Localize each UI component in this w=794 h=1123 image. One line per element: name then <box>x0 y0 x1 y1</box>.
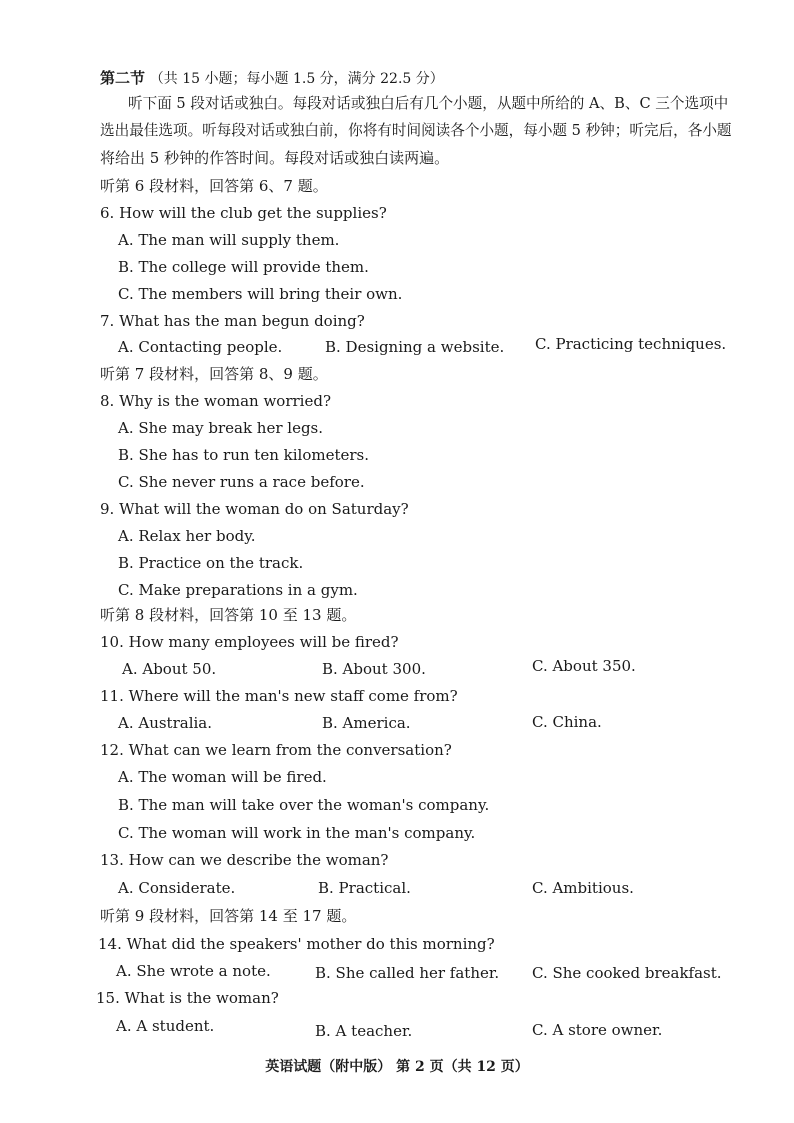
question-9: 9. What will the woman do on Saturday? <box>100 500 409 518</box>
q14-option-b: B. She called her father. <box>315 964 500 982</box>
question-7: 7. What has the man begun doing? <box>100 312 365 330</box>
q6-option-b: B. The college will provide them. <box>118 258 369 276</box>
material-8-heading: 听第 8 段材料，回答第 10 至 13 题。 <box>100 606 357 624</box>
material-7-heading: 听第 7 段材料，回答第 8、9 题。 <box>100 365 328 383</box>
q12-option-c: C. The woman will work in the man's company. <box>118 824 476 842</box>
instruction-line-1: 听下面 5 段对话或独白。每段对话或独白后有几个小题，从题中所给的 A、B、C 三个选项中 <box>128 95 729 112</box>
q13-option-b: B. Practical. <box>318 879 411 897</box>
q10-option-b: B. About 300. <box>322 660 426 678</box>
question-8: 8. Why is the woman worried? <box>100 392 331 410</box>
q15-option-a: A. A student. <box>116 1017 215 1035</box>
q10-option-c: C. About 350. <box>532 657 636 675</box>
section-title: 第二节 <box>100 69 146 87</box>
question-14: 14. What did the speakers' mother do this morning? <box>98 935 495 953</box>
q14-option-c: C. She cooked breakfast. <box>532 964 722 982</box>
q13-option-c: C. Ambitious. <box>532 879 634 897</box>
question-15: 15. What is the woman? <box>96 989 279 1007</box>
q7-option-c: C. Practicing techniques. <box>535 335 727 353</box>
question-13: 13. How can we describe the woman? <box>100 851 389 869</box>
question-12: 12. What can we learn from the conversation? <box>100 741 452 759</box>
q9-option-c: C. Make preparations in a gym. <box>118 581 358 599</box>
q11-option-b: B. America. <box>322 714 411 732</box>
q9-option-a: A. Relax her body. <box>118 527 256 545</box>
q9-option-b: B. Practice on the track. <box>118 554 304 572</box>
q7-option-a: A. Contacting people. <box>118 338 283 356</box>
q15-option-b: B. A teacher. <box>315 1022 413 1040</box>
q6-option-c: C. The members will bring their own. <box>118 285 403 303</box>
q10-option-a: A. About 50. <box>122 660 217 678</box>
q7-option-b: B. Designing a website. <box>325 338 505 356</box>
q14-option-a: A. She wrote a note. <box>116 962 271 980</box>
q6-option-a: A. The man will supply them. <box>118 231 340 249</box>
q11-option-c: C. China. <box>532 713 602 731</box>
page-footer: 英语试题（附中版） 第 2 页（共 12 页） <box>265 1059 529 1075</box>
question-6: 6. How will the club get the supplies? <box>100 204 387 222</box>
q12-option-a: A. The woman will be fired. <box>118 768 327 786</box>
q8-option-b: B. She has to run ten kilometers. <box>118 446 369 464</box>
material-9-heading: 听第 9 段材料，回答第 14 至 17 题。 <box>100 907 357 925</box>
q13-option-a: A. Considerate. <box>118 879 236 897</box>
instruction-line-2: 选出最佳选项。听每段对话或独白前，你将有时间阅读各个小题，每小题 5 秒钟；听完后，各小题 <box>100 122 732 139</box>
q8-option-c: C. She never runs a race before. <box>118 473 365 491</box>
instruction-line-3: 将给出 5 秒钟的作答时间。每段对话或独白读两遍。 <box>100 149 450 167</box>
q8-option-a: A. She may break her legs. <box>118 419 324 437</box>
section-header <box>100 68 444 89</box>
question-11: 11. Where will the man's new staff come from? <box>100 687 458 705</box>
question-10: 10. How many employees will be fired? <box>100 633 399 651</box>
section-meta: （共 15 小题；每小题 1.5 分，满分 22.5 分） <box>149 71 444 87</box>
material-6-heading: 听第 6 段材料，回答第 6、7 题。 <box>100 177 328 195</box>
q15-option-c: C. A store owner. <box>532 1021 663 1039</box>
q11-option-a: A. Australia. <box>118 714 213 732</box>
q12-option-b: B. The man will take over the woman's company. <box>118 796 490 814</box>
